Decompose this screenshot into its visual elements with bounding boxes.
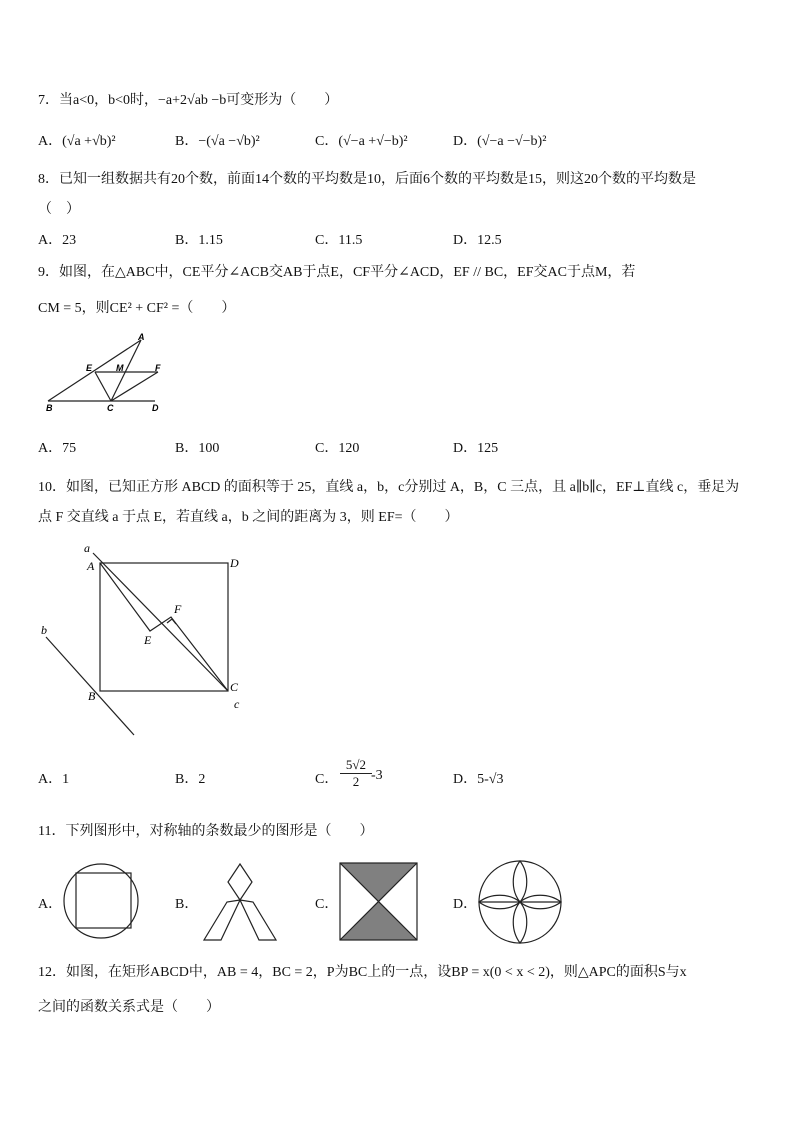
q9-label-e: E [86,363,93,373]
q10-label-a: A [87,559,95,573]
q7-stem: 7．当a<0，b<0时，−a+2√ab −b可变形为（ ） [38,93,339,108]
q7-option-d: D．(√−a −√−b)² [453,134,547,149]
q10-stem-line1: 10．如图，已知正方形 ABCD 的面积等于 25，直线 a，b，c分别过 A，B，C 三点，且 a∥b∥c，EF⊥直线 c，垂足为 [38,480,740,495]
q7-option-a: A．(√a +√b)² [38,134,116,149]
q7-option-c: C．(√−a +√−b)² [315,134,408,149]
q9-label-b: B [46,403,53,413]
q8-stem-line1: 8．已知一组数据共有20个数，前面14个数的平均数是10，后面6个数的平均数是15，则这20个数的平均数是 [38,172,696,187]
q10-square-figure [38,540,268,740]
q8-option-b: B．1.15 [175,233,223,248]
q8-option-d: D．12.5 [453,233,502,248]
q10-option-d: D．5-√3 [453,772,504,787]
q8-option-c: C．11.5 [315,233,363,248]
q9-option-b: B．100 [175,441,220,456]
q11-option-d: D． [453,897,478,912]
q10-option-c-denominator: 2 [352,774,360,789]
q11-option-b: B． [175,897,199,912]
q11-figure-c-shaded-square [339,862,419,942]
q10-option-c: C． [315,772,339,787]
q10-label-d: D [230,556,239,570]
q9-label-a: A [138,332,145,342]
q9-label-m: M [116,363,124,373]
q11-figure-d-circle-petals [478,860,562,944]
q10-label-e: E [144,633,152,647]
q9-label-d: D [152,403,159,413]
q11-stem: 11．下列图形中，对称轴的条数最少的图形是（ ） [38,824,374,839]
q10-label-line-a: a [84,541,90,555]
q10-label-f: F [174,602,182,616]
q10-label-b: B [88,689,96,703]
q10-option-c-fraction [340,757,372,790]
q10-stem-line2: 点 F 交直线 a 于点 E，若直线 a，b 之间的距离为 3，则 EF=（ ） [38,510,459,525]
q11-option-a: A． [38,897,63,912]
q10-label-c: C [230,680,239,694]
q9-label-c: C [107,403,114,413]
q9-stem-line2: CM = 5，则CE² + CF² =（ ） [38,301,236,316]
q9-option-c: C．120 [315,441,360,456]
q11-figure-b-rhombi [200,862,280,944]
q11-figure-a-circle-square [63,863,143,943]
q10-option-b: B．2 [175,772,206,787]
q10-label-line-c: c [234,697,240,711]
q8-stem-line2: （ ） [38,202,80,217]
q11-option-c: C． [315,897,339,912]
q9-option-d: D．125 [453,441,499,456]
q7-option-b: B．−(√a −√b)² [175,134,260,149]
q9-option-a: A．75 [38,441,77,456]
q9-label-f: F [155,363,161,373]
q10-option-c-suffix: -3 [371,768,383,783]
q8-option-a: A．23 [38,233,77,248]
q9-triangle-figure [40,330,170,420]
q12-stem-line1: 12．如图，在矩形ABCD中，AB = 4，BC = 2，P为BC上的一点，设BP = x(0 < x < 2)，则△APC的面积S与x [38,965,687,980]
q12-stem-line2: 之间的函数关系式是（ ） [38,1000,220,1015]
q10-option-c-numerator: 5√2 [340,757,372,774]
q10-label-line-b: b [41,623,47,637]
q10-option-a: A．1 [38,772,70,787]
q9-stem-line1: 9．如图，在△ABC中，CE平分∠ACB交AB于点E，CF平分∠ACD，EF // BC，EF交AC于点M，若 [38,265,636,280]
